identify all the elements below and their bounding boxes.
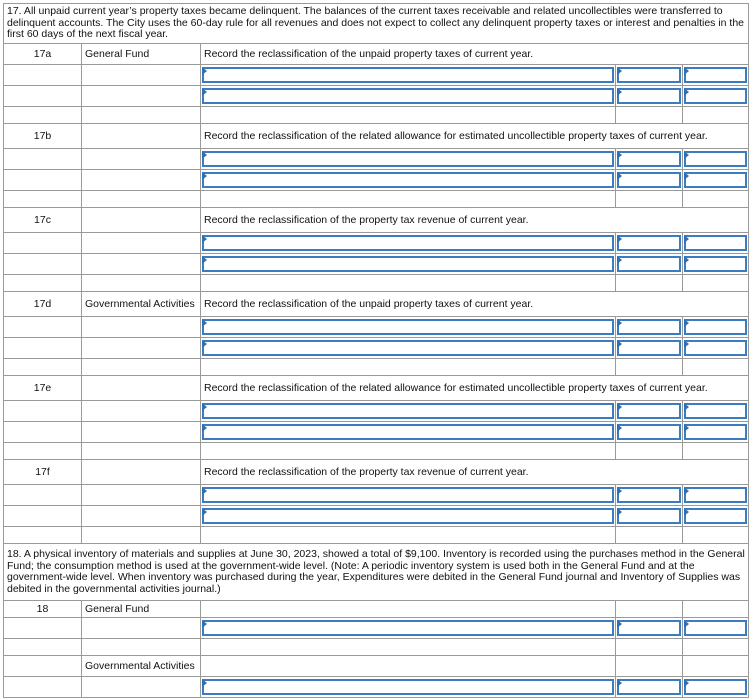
debit-input[interactable] bbox=[617, 403, 681, 419]
entry-code: 17d bbox=[4, 292, 82, 317]
debit-cell bbox=[616, 170, 683, 191]
credit-input[interactable] bbox=[684, 620, 747, 636]
blank-row bbox=[4, 527, 749, 544]
debit-input[interactable] bbox=[617, 256, 681, 272]
account-title-input[interactable] bbox=[202, 679, 614, 695]
credit-cell bbox=[683, 149, 749, 170]
entry-instruction: Record the reclassification of the related allowance for estimated uncollectible property taxes of current year. bbox=[201, 376, 749, 401]
entry-17b-header-row bbox=[4, 124, 749, 149]
credit-input[interactable] bbox=[684, 88, 747, 104]
journal-line bbox=[4, 618, 749, 639]
account-title-input[interactable] bbox=[202, 508, 614, 524]
debit-cell bbox=[616, 485, 683, 506]
fund-label bbox=[82, 376, 201, 401]
debit-cell bbox=[616, 422, 683, 443]
account-title-cell bbox=[201, 86, 616, 107]
credit-cell bbox=[683, 506, 749, 527]
blank-row bbox=[4, 107, 749, 124]
debit-cell bbox=[616, 618, 683, 639]
debit-cell bbox=[616, 254, 683, 275]
entry-code: 17e bbox=[4, 376, 82, 401]
journal-line bbox=[4, 677, 749, 698]
credit-input[interactable] bbox=[684, 340, 747, 356]
entry-17a-header-row bbox=[4, 44, 749, 65]
account-title-input[interactable] bbox=[202, 172, 614, 188]
journal-line bbox=[4, 338, 749, 359]
credit-cell bbox=[683, 170, 749, 191]
blank-row bbox=[4, 275, 749, 292]
account-title-input[interactable] bbox=[202, 256, 614, 272]
debit-cell bbox=[616, 233, 683, 254]
entry-code: 17c bbox=[4, 208, 82, 233]
fund-label: General Fund bbox=[82, 601, 201, 618]
account-title-cell bbox=[201, 677, 616, 698]
credit-cell bbox=[683, 254, 749, 275]
credit-cell bbox=[683, 317, 749, 338]
journal-line bbox=[4, 254, 749, 275]
account-title-cell bbox=[201, 149, 616, 170]
journal-line bbox=[4, 170, 749, 191]
account-title-cell bbox=[201, 422, 616, 443]
credit-input[interactable] bbox=[684, 235, 747, 251]
account-title-cell bbox=[201, 618, 616, 639]
problem-18-intro: 18. A physical inventory of materials and supplies at June 30, 2023, showed a total of $9,100. Inventory is recorded using the purchases method in the General Fund; the consumption method is used at the government-wide level. (Note: A periodic inventory system is used both in the General Fund and at the government-wide level. When inventory was purchased during the year, Expenditures were debited in the General Fund journal and Inventory of Supplies was debited in the governmental activities journal.) bbox=[4, 544, 749, 601]
fund-label bbox=[82, 124, 201, 149]
debit-cell bbox=[616, 65, 683, 86]
credit-cell bbox=[683, 338, 749, 359]
credit-cell bbox=[683, 86, 749, 107]
credit-cell bbox=[683, 233, 749, 254]
debit-input[interactable] bbox=[617, 620, 681, 636]
entry-code: 17a bbox=[4, 44, 82, 65]
account-title-cell bbox=[201, 485, 616, 506]
journal-line bbox=[4, 317, 749, 338]
fund-label: Governmental Activities bbox=[82, 292, 201, 317]
debit-cell bbox=[616, 338, 683, 359]
credit-cell bbox=[683, 65, 749, 86]
entry-code: 18 bbox=[4, 601, 82, 618]
credit-input[interactable] bbox=[684, 151, 747, 167]
account-title-input[interactable] bbox=[202, 340, 614, 356]
account-title-input[interactable] bbox=[202, 88, 614, 104]
account-title-cell bbox=[201, 506, 616, 527]
fund-label: Governmental Activities bbox=[82, 656, 201, 677]
credit-input[interactable] bbox=[684, 508, 747, 524]
entry-17d-header-row bbox=[4, 292, 749, 317]
journal-table bbox=[3, 3, 749, 698]
debit-input[interactable] bbox=[617, 487, 681, 503]
debit-input[interactable] bbox=[617, 235, 681, 251]
journal-line bbox=[4, 485, 749, 506]
debit-input[interactable] bbox=[617, 67, 681, 83]
credit-cell bbox=[683, 485, 749, 506]
account-title-cell bbox=[201, 170, 616, 191]
credit-input[interactable] bbox=[684, 424, 747, 440]
account-title-input[interactable] bbox=[202, 424, 614, 440]
debit-cell bbox=[616, 506, 683, 527]
entry-instruction: Record the reclassification of the related allowance for estimated uncollectible property taxes of current year. bbox=[201, 124, 749, 149]
account-title-cell bbox=[201, 338, 616, 359]
debit-input[interactable] bbox=[617, 319, 681, 335]
entry-18-header-row bbox=[4, 601, 749, 618]
journal-line bbox=[4, 86, 749, 107]
entry-17e-header-row bbox=[4, 376, 749, 401]
account-title-input[interactable] bbox=[202, 487, 614, 503]
problem-17-intro-row bbox=[4, 4, 749, 44]
credit-input[interactable] bbox=[684, 679, 747, 695]
journal-line bbox=[4, 233, 749, 254]
debit-cell bbox=[616, 677, 683, 698]
debit-input[interactable] bbox=[617, 151, 681, 167]
credit-input[interactable] bbox=[684, 256, 747, 272]
credit-input[interactable] bbox=[684, 403, 747, 419]
debit-cell bbox=[616, 149, 683, 170]
credit-cell bbox=[683, 677, 749, 698]
credit-input[interactable] bbox=[684, 487, 747, 503]
account-title-cell bbox=[201, 317, 616, 338]
account-title-cell bbox=[201, 254, 616, 275]
entry-17f-header-row bbox=[4, 460, 749, 485]
entry-instruction: Record the reclassification of the property tax revenue of current year. bbox=[201, 208, 749, 233]
credit-input[interactable] bbox=[684, 319, 747, 335]
entry-17c-header-row bbox=[4, 208, 749, 233]
account-title-cell bbox=[201, 65, 616, 86]
account-title-input[interactable] bbox=[202, 151, 614, 167]
account-title-cell bbox=[201, 601, 616, 618]
credit-input[interactable] bbox=[684, 67, 747, 83]
debit-input[interactable] bbox=[617, 679, 681, 695]
entry-code: 17f bbox=[4, 460, 82, 485]
fund-label bbox=[82, 208, 201, 233]
account-title-cell bbox=[201, 233, 616, 254]
debit-input[interactable] bbox=[617, 508, 681, 524]
account-title-cell bbox=[201, 401, 616, 422]
fund-label bbox=[82, 460, 201, 485]
entry-instruction: Record the reclassification of the unpaid property taxes of current year. bbox=[201, 44, 749, 65]
debit-input[interactable] bbox=[617, 88, 681, 104]
account-title-input[interactable] bbox=[202, 620, 614, 636]
debit-input[interactable] bbox=[617, 172, 681, 188]
entry-18-gov-row bbox=[4, 656, 749, 677]
debit-cell bbox=[616, 401, 683, 422]
journal-line bbox=[4, 65, 749, 86]
credit-cell bbox=[683, 401, 749, 422]
journal-line bbox=[4, 149, 749, 170]
debit-input[interactable] bbox=[617, 340, 681, 356]
blank-row bbox=[4, 359, 749, 376]
entry-code: 17b bbox=[4, 124, 82, 149]
debit-cell bbox=[616, 86, 683, 107]
account-title-input[interactable] bbox=[202, 403, 614, 419]
blank-row bbox=[4, 191, 749, 208]
credit-cell bbox=[683, 618, 749, 639]
account-title-input[interactable] bbox=[202, 235, 614, 251]
journal-line bbox=[4, 422, 749, 443]
journal-line bbox=[4, 401, 749, 422]
credit-input[interactable] bbox=[684, 172, 747, 188]
blank-row bbox=[4, 639, 749, 656]
entry-instruction: Record the reclassification of the property tax revenue of current year. bbox=[201, 460, 749, 485]
account-title-input[interactable] bbox=[202, 67, 614, 83]
debit-input[interactable] bbox=[617, 424, 681, 440]
problem-17-intro: 17. All unpaid current year’s property taxes became delinquent. The balances of the current taxes receivable and related uncollectibles were transferred to delinquent accounts. The City uses the 60-day rule for all revenues and does not expect to collect any delinquent property taxes or interest and penalties in the first 60 days of the next fiscal year. bbox=[4, 4, 749, 44]
problem-18-intro-row bbox=[4, 544, 749, 601]
account-title-input[interactable] bbox=[202, 319, 614, 335]
credit-cell bbox=[683, 422, 749, 443]
blank-row bbox=[4, 443, 749, 460]
entry-instruction: Record the reclassification of the unpaid property taxes of current year. bbox=[201, 292, 749, 317]
debit-cell bbox=[616, 317, 683, 338]
fund-label: General Fund bbox=[82, 44, 201, 65]
journal-line bbox=[4, 506, 749, 527]
